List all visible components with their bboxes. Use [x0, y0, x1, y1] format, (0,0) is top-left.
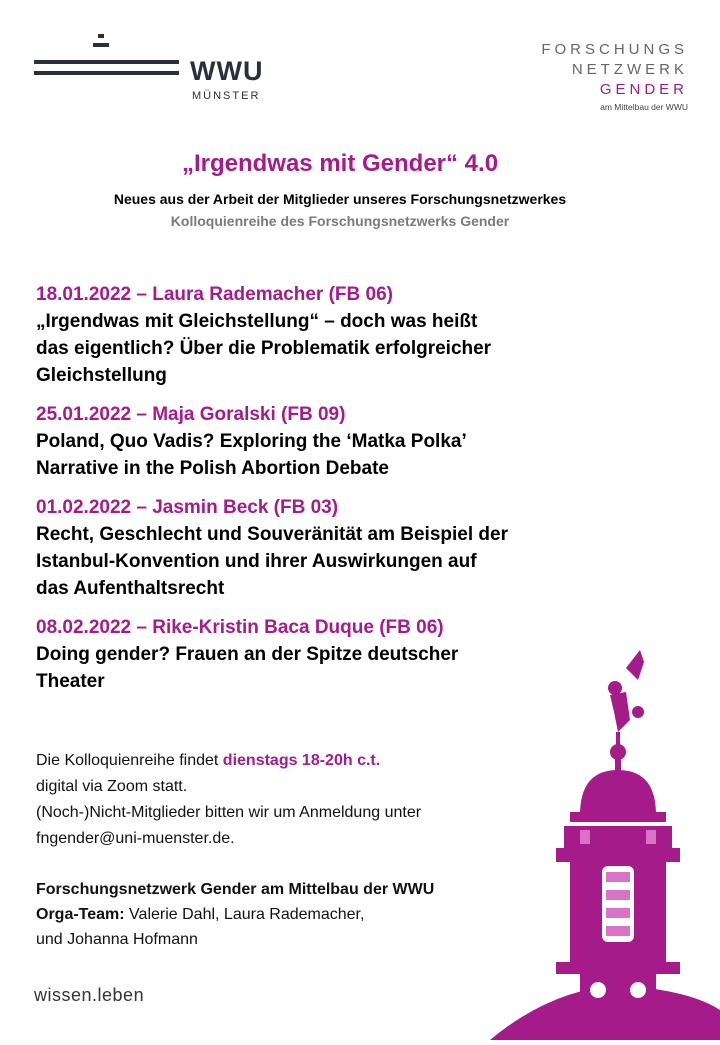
event-title: Doing gender? Frauen an der Spitze deutscher Theater	[36, 644, 459, 692]
info-time-highlight: dienstags 18-20h c.t.	[222, 752, 381, 769]
fng-logo	[541, 40, 688, 112]
event-date-speaker: 08.02.2022 – Rike-Kristin Baca Duque (FB 06)	[36, 617, 444, 638]
wwu-emblem-icon	[34, 34, 184, 94]
event-item	[36, 401, 596, 482]
team-members-cont: und Johanna Hofmann	[36, 931, 198, 948]
fng-logo-line3: GENDER	[599, 81, 688, 98]
info-text: Die Kolloquienreihe findet	[36, 752, 223, 769]
wwu-logo-text: WWU	[190, 56, 264, 86]
page-subtitle: Neues aus der Arbeit der Mitglieder unseres Forschungsnetzwerkes	[113, 191, 567, 207]
info-email: fngender@uni-muenster.de.	[36, 830, 235, 847]
network-name: Forschungsnetzwerk Gender am Mittelbau der WWU	[36, 881, 435, 898]
fng-logo-line2: NETZWERK	[571, 61, 688, 78]
tower-illustration	[430, 640, 720, 1040]
event-title: „Irgendwas mit Gleichstellung“ – doch was heißt das eigentlich? Über die Problematik erfolgreicher Gleichstellung	[36, 311, 492, 386]
event-date-speaker: 18.01.2022 – Laura Rademacher (FB 06)	[36, 284, 393, 305]
event-item	[36, 494, 596, 602]
wwu-logo	[34, 34, 184, 94]
event-date-speaker: 01.02.2022 – Jasmin Beck (FB 03)	[36, 497, 339, 518]
event-title: Recht, Geschlecht und Souveränität am Beispiel der Istanbul-Konvention und ihrer Auswirkungen auf das Aufenthaltsrecht	[36, 524, 508, 599]
slogan-part1: wissen	[34, 985, 93, 1005]
slogan-part2: .leben	[92, 985, 145, 1005]
event-item	[36, 281, 596, 389]
page-title: „Irgendwas mit Gender“ 4.0	[181, 150, 499, 177]
event-title: Poland, Quo Vadis? Exploring the ‘Matka Polka’ Narrative in the Polish Abortion Debate	[36, 431, 467, 479]
fng-logo-line1: FORSCHUNGS	[541, 41, 688, 58]
slogan	[34, 985, 144, 1006]
info-line-format: digital via Zoom statt.	[36, 778, 188, 795]
team-members: Valerie Dahl, Laura Rademacher,	[124, 906, 365, 923]
team-label: Orga-Team:	[36, 906, 125, 923]
info-line-registration: (Noch-)Nicht-Mitglieder bitten wir um Anmeldung unter	[36, 804, 422, 821]
tower-icon	[430, 640, 720, 1040]
wwu-logo-subtext: MÜNSTER	[192, 90, 261, 102]
event-date-speaker: 25.01.2022 – Maja Goralski (FB 09)	[36, 404, 346, 425]
series-name: Kolloquienreihe des Forschungsnetzwerks Gender	[170, 213, 510, 229]
fng-logo-sub: am Mittelbau der WWU	[600, 102, 688, 112]
